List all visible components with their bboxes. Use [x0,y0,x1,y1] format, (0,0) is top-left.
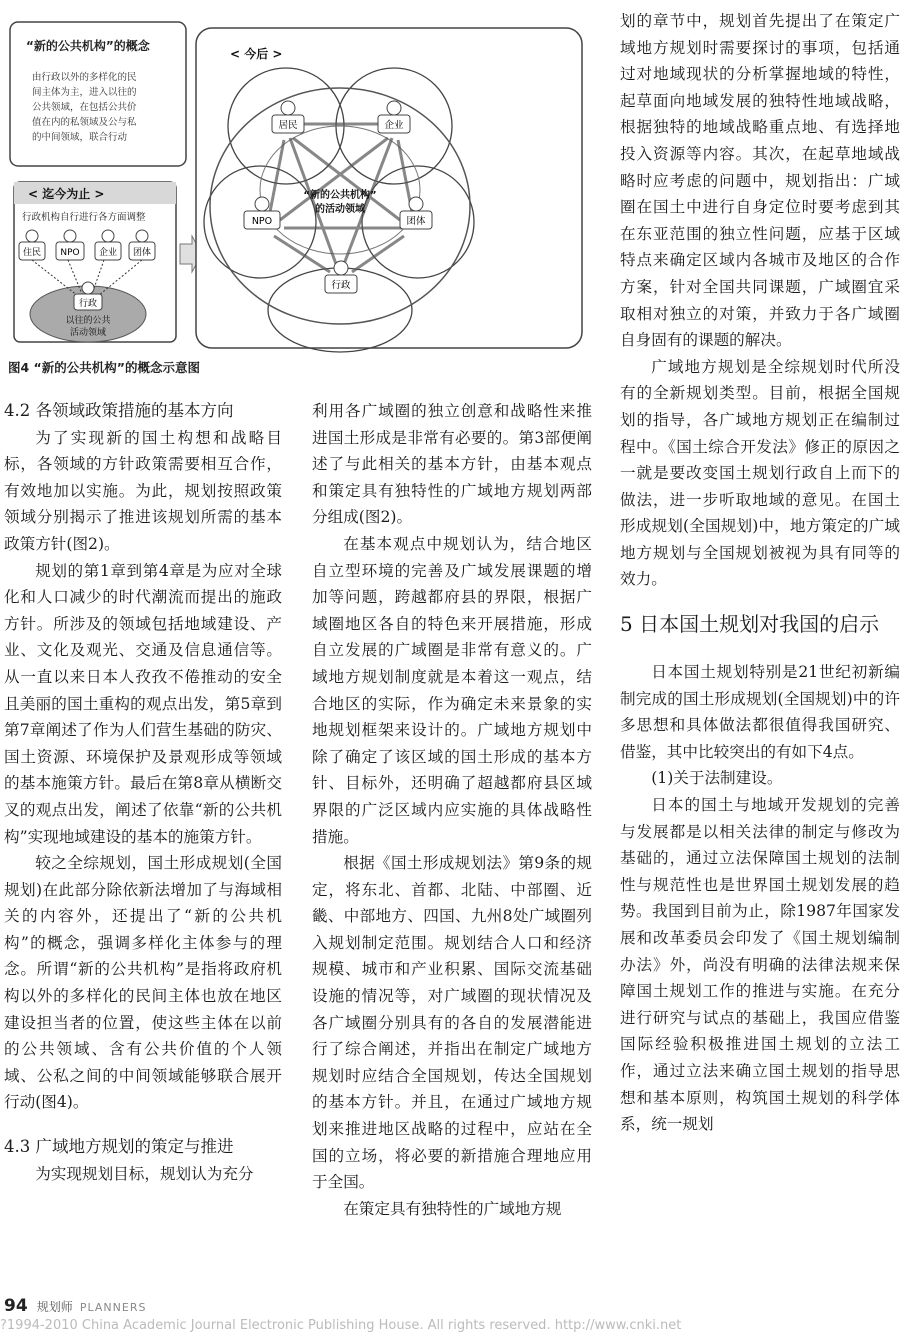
paragraph: 在策定具有独特性的广域地方规 [343,1199,562,1218]
concept-line: 值在内的私领域及公与私 [32,117,137,128]
section-heading: 5 日本国土规划对我国的启示 [620,612,880,637]
figure-caption: 图4 “新的公共机构”的概念示意图 [8,360,200,375]
svg-text:NPO: NPO [251,216,273,227]
past-title: < 迄今为止 > [28,187,105,201]
magazine-name: 规划师 [36,1300,73,1314]
svg-text:NPO: NPO [60,248,80,258]
column-3 [620,8,900,1138]
column-2 [312,398,592,1222]
paragraph: 在基本观点中规划认为，结合地区自立型环境的完善及广域发展课题的增加等问题，跨越都府县的界限，根据广域圈地区各自的特色来开展措施，形成自立发展的广域圈是非常有意义的。广域地方规划制度就是本着这一观点，结合地区的实际，作为确定未来景象的实地规划框架来设计的。广域地方规划中除了确定了该区域的国土形成的基本方针、目标外，还明确了超越都府县区域界限的广泛区域内应实施的具体战略性措施。 [312,534,592,846]
concept-line: 由行政以外的多样化的民 [32,72,137,83]
svg-text:企业: 企业 [384,120,404,131]
concept-line: 间主体为主，进入以往的 [32,87,137,98]
svg-text:行政: 行政 [331,280,351,291]
paragraph: 为实现规划目标，规划认为充分 [35,1164,254,1183]
column-1 [4,398,282,1187]
svg-text:团体: 团体 [406,216,426,227]
magazine-name-en: PLANNERS [79,1301,147,1314]
paragraph: 广域地方规划是全综规划时代所没有的全新规划类型。目前，根据全国规划的指导，各广域地方规划正在编制过程中。《国土综合开发法》修正的原因之一就是要改变国土规划行政自上而下的做法，进一步听取地域的意见。在国土形成规划(全国规划)中，地方策定的广域地方规划与全国规划被视为具有同等的效力。 [620,357,900,589]
svg-text:居民: 居民 [278,120,298,131]
concept-diagram [8,14,588,354]
paragraph: (1)关于法制建设。 [651,769,783,788]
svg-text:住民: 住民 [22,248,42,258]
svg-text:企业: 企业 [98,248,118,258]
past-domain-label: 活动领域 [69,328,107,338]
concept-line: 的中间领域，联合行动 [32,132,128,143]
page-footer [4,1296,146,1316]
future-box [196,28,582,348]
concept-line: 公共领域，在包括公共价 [32,102,137,113]
figure-4 [8,14,588,354]
paragraph: 为了实现新的国土构想和战略目标，各领域的方针政策需要相互合作，有效地加以实施。为此，规划按照政策领域分别揭示了推进该规划所需的基本政策方针(图2)。 [4,428,282,553]
future-center-label: “新的公共机构” [303,190,377,201]
paragraph: 较之全综规划，国土形成规划(全国规划)在此部分除依新法增加了与海域相关的内容外，还提出了“新的公共机构”的概念，强调多样化主体参与的理念。所谓“新的公共机构”是指将政府机构以外的多样化的民间主体也放在地区建设担当者的位置，使这些主体在以前的公共领域、含有公共价值的个人领域、公私之间的中间领域能够联合展开行动(图4)。 [4,854,282,1112]
past-subtitle: 行政机构自行进行各方面调整 [22,212,146,223]
section-heading: 4.3 广域地方规划的策定与推进 [4,1137,234,1157]
section-heading: 4.2 各领域政策措施的基本方向 [4,401,234,420]
paragraph: 根据《国土形成规划法》第9条的规定，将东北、首都、北陆、中部圈、近畿、中部地方、四国、九州8处广域圈列入规划制定范围。规划结合人口和经济规模、城市和产业积累、国际交流基础设施的情况等，对广域圈的现状情况及各广域圈分别具有的各自的发展潜能进行了综合阐述，并指出在制定广域地方规划时应结合全国规划，传达全国规划的基本方针。并且，在通过广域地方规划来推进地区战略的过程中，应站在全国的立场，将必要的新措施合理地应用于全国。 [312,854,592,1192]
paragraph: 规划的第1章到第4章是为应对全球化和人口减少的时代潮流而提出的施政方针。所涉及的领域包括地域建设、产业、文化及观光、交通及信息通信等。从一直以来日本人孜孜不倦推动的安全且美丽的国土重构的观点出发，第5章到第7章阐述了作为人们营生基础的防灾、国土资源、环境保护及景观形成等领域的基本施策方针。最后在第8章从横断交叉的观点出发，阐述了依靠“新的公共机构”实现地域建设的基本的施策方针。 [4,561,282,846]
copyright-watermark: ?1994-2010 China Academic Journal Electronic Publishing House. All rights reserved. http://www.cnki.net [0,1318,682,1333]
past-domain-label: 以往的公共 [65,316,111,326]
paragraph: 日本的国土与地域开发规划的完善与发展都是以相关法律的制定与修改为基础的，通过立法保障国土规划的法制性与规范性也是世界国土规划发展的趋势。我国到目前为止，除1987年国家发展和改革委员会印发了《国土规划编制办法》外，尚没有明确的法律法规来保障国土规划工作的推进与实施。在充分进行研究与试点的基础上，我国应借鉴国际经验积极推进国土规划的立法工作，通过立法来确立国土规划的指导思想和基本原则，构筑国土规划的科学体系，统一规划 [620,796,900,1134]
concept-title: “新的公共机构”的概念 [26,39,150,53]
svg-text:行政: 行政 [78,299,98,309]
paragraph: 日本国土规划特别是21世纪初新编制完成的国土形成规划(全国规划)中的许多思想和具体做法都很值得我国研究、借鉴，其中比较突出的有如下4点。 [620,663,900,761]
future-center-label: 的活动领域 [315,204,365,215]
paragraph: 利用各广域圈的独立创意和战略性来推进国土形成是非常有必要的。第3部便阐述了与此相关的基本方针，由基本观点和策定具有独特性的广域地方规划两部分组成(图2)。 [312,402,592,527]
paragraph: 划的章节中，规划首先提出了在策定广域地方规划时需要探讨的事项，包括通过对地域现状的分析掌握地域的特性，起草面向地域发展的独特性地域战略，根据独特的地域战略重点地、有选择地投入资源等内容。其次，在起草地域战略时应考虑的问题中，规划指出：广域圈在国土中进行自身定位时要考虑到其在东亚范围的独立性问题，应基于区域特点来确定区域内各城市及地区的合作方案，针对全国共同课题，广域圈宜采取相对独立的对策，并致力于各广域圈自身固有的课题的解决。 [620,12,900,350]
future-title: < 今后 > [230,47,283,61]
page-number: 94 [4,1296,28,1316]
svg-text:团体: 团体 [132,248,152,258]
